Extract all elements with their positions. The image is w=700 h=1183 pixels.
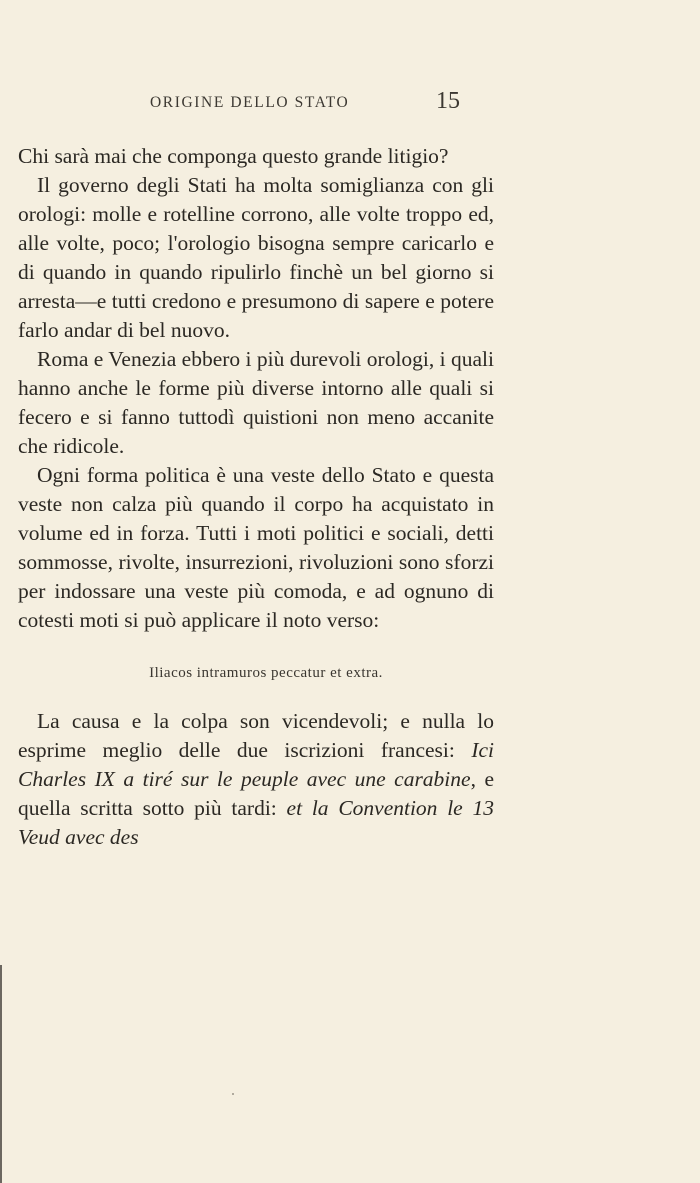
paragraph: Roma e Venezia ebbero i più durevoli orologi, i quali hanno anche le forme più diverse intorno alle quali si fecero e si fanno tuttodì quistioni non meno accanite che ridicole. xyxy=(18,347,494,458)
italic-inscription: Ici Charles IX a tiré sur le peuple avec une carabine xyxy=(18,738,494,791)
paragraph-text: , e quella scritta sotto più tardi: xyxy=(18,767,494,820)
paragraph: Il governo degli Stati ha molta somiglianza con gli orologi: molle e rotelline corrono, alle volte troppo ed, alle volte, poco; l'orologio bisogna sempre caricarlo e di quando in quando ripulirlo finchè un bel giorno si arresta—e tutti credono e presumono di sapere e potere farlo andar di bel nuovo. xyxy=(18,173,494,342)
page-number: 15 xyxy=(436,88,460,114)
paragraph-text: La causa e la colpa son vicendevoli; e nulla lo esprime meglio delle due iscrizioni francesi: xyxy=(18,709,494,762)
page-header xyxy=(0,88,700,118)
verse-quotation: Iliacos intramuros peccatur et extra. xyxy=(149,665,383,681)
paper-speck xyxy=(232,1093,234,1095)
paragraph: Chi sarà mai che componga questo grande litigio? xyxy=(18,144,449,168)
paragraph xyxy=(18,707,494,852)
italic-inscription: et la Convention le 13 Veud avec des xyxy=(18,796,494,849)
body-text xyxy=(18,142,494,852)
page-edge-shadow xyxy=(0,965,2,1183)
paragraph: Ogni forma politica è una veste dello Stato e questa veste non calza più quando il corpo ha acquistato in volume ed in forza. Tutti i moti politici e sociali, detti sommosse, rivolte, insurrezioni, rivoluzioni sono sforzi per indossare una veste più comoda, e ad ognuno di cotesti moti si può applicare il noto verso: xyxy=(18,463,494,632)
running-head: ORIGINE DELLO STATO xyxy=(150,94,350,111)
